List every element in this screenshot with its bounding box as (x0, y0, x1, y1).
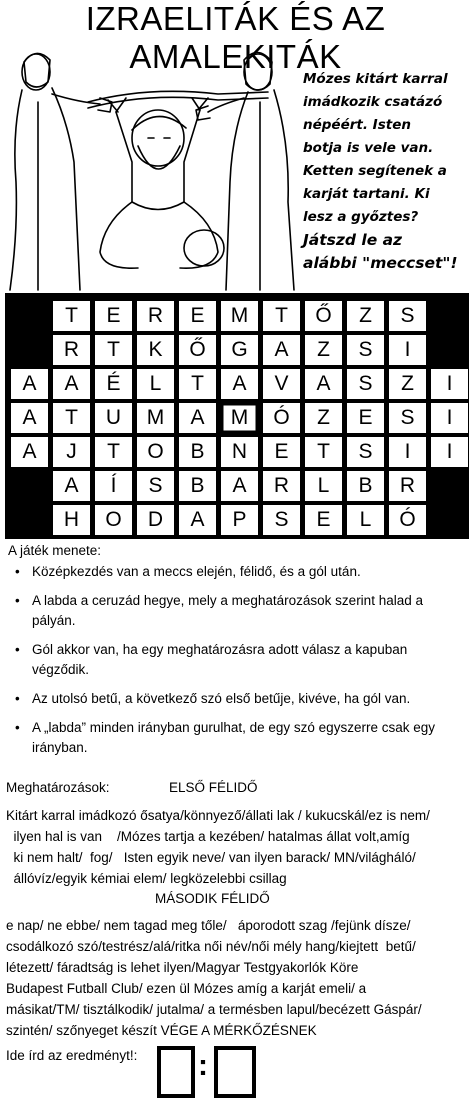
grid-cell[interactable]: R (389, 471, 426, 501)
grid-cell[interactable]: P (221, 505, 258, 535)
grid-cell[interactable]: Z (305, 403, 342, 433)
grid-cell[interactable]: A (53, 471, 90, 501)
grid-cell[interactable]: Ó (263, 403, 300, 433)
rules-title: A játék menete: (8, 543, 102, 558)
grid-cell[interactable]: R (53, 335, 90, 365)
grid-cell[interactable]: E (95, 301, 132, 331)
grid-cell[interactable]: A (11, 369, 48, 399)
definition-line: ilyen hal is van /Mózes tartja a kezében/ hatalmas állat volt,amíg (6, 829, 410, 844)
grid-cell[interactable]: T (53, 301, 90, 331)
grid-cell[interactable]: S (347, 437, 384, 467)
grid-cell[interactable]: E (305, 505, 342, 535)
grid-cell[interactable]: Ó (389, 505, 426, 535)
grid-cell[interactable]: Í (95, 471, 132, 501)
grid-cell[interactable]: A (263, 335, 300, 365)
grid-cell[interactable]: B (179, 471, 216, 501)
intro-line: botja is vele van. (303, 140, 434, 156)
grid-cell[interactable]: R (263, 471, 300, 501)
football-pitch-letter-grid (5, 293, 469, 539)
grid-cell[interactable]: O (137, 437, 174, 467)
grid-cell[interactable]: S (347, 335, 384, 365)
score-box-away[interactable] (214, 1046, 256, 1098)
grid-cell[interactable]: A (53, 369, 90, 399)
definition-line: ki nem halt/ fog/ Isten egyik neve/ van ilyen barack/ MN/világháló/ (6, 850, 416, 865)
rule-item: • Gól akkor van, ha egy meghatározásra adott válasz a kapuban végződik. (12, 640, 467, 680)
grid-cell[interactable]: T (305, 437, 342, 467)
intro-play-line: Játszd le az (303, 231, 403, 249)
intro-line: Mózes kitárt karral (303, 71, 448, 87)
grid-cell[interactable]: I (431, 369, 468, 399)
definition-line: csodálkozó szó/testrész/alá/ritka női név/női mély hang/kiejtett betű/ (6, 939, 416, 954)
rule-item: • Középkezdés van a meccs elején, félidő, és a gól után. (12, 562, 467, 582)
moses-figure (100, 98, 224, 268)
grid-cell[interactable]: B (179, 437, 216, 467)
grid-cell[interactable]: J (53, 437, 90, 467)
grid-cell[interactable]: I (431, 403, 468, 433)
intro-line: imádkozik csatázó (303, 94, 443, 110)
grid-cell[interactable]: O (95, 505, 132, 535)
grid-cell[interactable]: A (179, 505, 216, 535)
grid-cell[interactable]: L (137, 369, 174, 399)
definition-line: Kitárt karral imádkozó ősatya/könnyező/állati lak / kukucskál/ez is nem/ (6, 808, 430, 823)
intro-line: Ketten segítenek a (303, 163, 447, 179)
score-separator: : (198, 1049, 208, 1082)
grid-cell[interactable]: D (137, 505, 174, 535)
grid-cell[interactable]: R (137, 301, 174, 331)
definition-line: Budapest Futball Club/ ezen ül Mózes amíg a karját emeli/ a (6, 981, 367, 996)
grid-cell[interactable]: N (221, 437, 258, 467)
grid-cell[interactable]: Ő (179, 335, 216, 365)
grid-cell[interactable]: I (431, 437, 468, 467)
definition-line: szintén/ szőnyeget készít VÉGE A MÉRKŐZÉSNEK (6, 1023, 317, 1038)
grid-cell[interactable]: S (389, 301, 426, 331)
grid-cell[interactable]: Z (305, 335, 342, 365)
grid-cell[interactable]: G (221, 335, 258, 365)
rule-item: • Az utolsó betű, a következő szó első betűje, kivéve, ha gól van. (12, 689, 467, 709)
grid-cell[interactable]: Z (389, 369, 426, 399)
grid-cell-kickoff[interactable]: M (221, 403, 258, 433)
grid-cell[interactable]: É (95, 369, 132, 399)
result-label: Ide írd az eredményt!: (6, 1048, 138, 1063)
grid-cell[interactable]: E (263, 437, 300, 467)
grid-cell[interactable]: Ő (305, 301, 342, 331)
grid-cell[interactable]: T (263, 301, 300, 331)
grid-cell[interactable]: S (137, 471, 174, 501)
grid-cell[interactable]: E (347, 403, 384, 433)
second-half-title: MÁSODIK FÉLIDŐ (155, 891, 270, 906)
grid-cell[interactable]: I (389, 335, 426, 365)
grid-cell[interactable]: L (347, 505, 384, 535)
rule-item: • A labda a ceruzád hegye, mely a meghatározások szerint halad a pályán. (12, 591, 467, 631)
grid-cell[interactable]: I (389, 437, 426, 467)
grid-cell[interactable]: H (53, 505, 90, 535)
grid-cell[interactable]: L (305, 471, 342, 501)
grid-cell[interactable]: K (137, 335, 174, 365)
grid-cell[interactable]: V (263, 369, 300, 399)
grid-cell[interactable]: U (95, 403, 132, 433)
grid-cell[interactable]: S (347, 369, 384, 399)
moses-illustration (8, 42, 298, 292)
left-helper-figure (10, 53, 112, 290)
grid-cell[interactable]: Z (347, 301, 384, 331)
intro-play-line: alábbi "meccset"! (303, 254, 458, 272)
grid-cell[interactable]: E (179, 301, 216, 331)
grid-cell[interactable]: T (53, 403, 90, 433)
grid-cell[interactable]: M (221, 301, 258, 331)
grid-cell[interactable]: A (179, 403, 216, 433)
grid-cell[interactable]: A (221, 471, 258, 501)
grid-cell[interactable]: A (305, 369, 342, 399)
definition-line: állóvíz/egyik kémiai elem/ legközelebbi csillag (6, 871, 287, 886)
intro-line: népéért. Isten (303, 117, 411, 133)
grid-cell[interactable]: M (137, 403, 174, 433)
definition-line: létezett/ fáradtság is lehet ilyen/Magyar Testgyakorlók Köre (6, 960, 359, 975)
grid-cell[interactable]: T (179, 369, 216, 399)
first-half-definitions (6, 805, 468, 889)
grid-cell[interactable]: A (221, 369, 258, 399)
grid-cell[interactable]: S (389, 403, 426, 433)
page-title: IZRAELITÁK ÉS AZ AMALEKITÁK (85, 0, 386, 75)
intro-text (303, 68, 468, 275)
definitions-label: Meghatározások: (6, 780, 110, 795)
grid-cell[interactable]: A (11, 437, 48, 467)
definition-line: e nap/ ne ebbe/ nem tagad meg tőle/ áporodott szag /fejünk dísze/ (6, 918, 411, 933)
intro-line: karját tartani. Ki (303, 186, 430, 202)
definition-line: másikat/TM/ tisztálkodik/ jutalma/ a termésben lapul/becézett Gáspár/ (6, 1002, 422, 1017)
grid-cell[interactable]: T (95, 437, 132, 467)
grid-cell[interactable]: A (11, 403, 48, 433)
rules-list (12, 562, 467, 767)
right-helper-figure (196, 52, 294, 290)
grid-cell[interactable]: T (95, 335, 132, 365)
second-half-definitions (6, 915, 468, 1041)
first-half-title: ELSŐ FÉLIDŐ (169, 780, 258, 795)
grid-cell[interactable]: S (263, 505, 300, 535)
intro-line: lesz a győztes? (303, 209, 419, 225)
grid-cell[interactable]: B (347, 471, 384, 501)
score-box-home[interactable] (157, 1046, 195, 1098)
rule-item: • A „labda” minden irányban gurulhat, de egy szó egyszerre csak egy irányban. (12, 718, 467, 758)
